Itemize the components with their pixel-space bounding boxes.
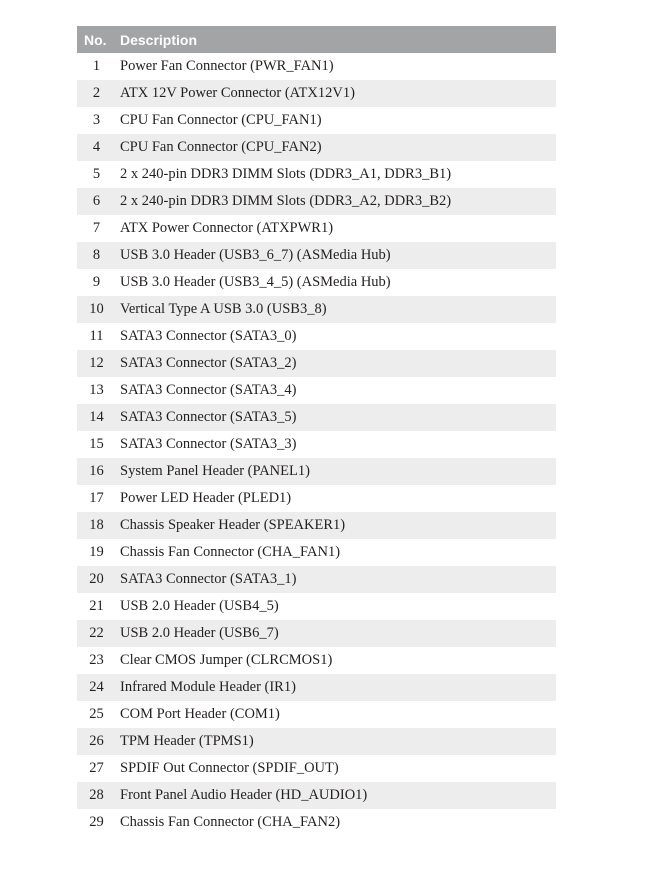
row-number: 16: [89, 463, 104, 479]
row-description: SATA3 Connector (SATA3_1): [120, 571, 297, 587]
table-row: [77, 134, 556, 161]
row-description: SATA3 Connector (SATA3_0): [120, 328, 297, 344]
row-description: USB 2.0 Header (USB4_5): [120, 598, 279, 614]
row-number: 26: [89, 733, 104, 749]
row-number: 28: [89, 787, 104, 803]
table-row: [77, 404, 556, 431]
table-row: [77, 53, 556, 80]
row-number: 22: [89, 625, 104, 641]
row-number: 27: [89, 760, 104, 776]
row-description: SATA3 Connector (SATA3_5): [120, 409, 297, 425]
row-description: System Panel Header (PANEL1): [120, 463, 310, 479]
row-number: 25: [89, 706, 104, 722]
row-number: 6: [92, 193, 101, 209]
row-description: COM Port Header (COM1): [120, 706, 280, 722]
header-no: No.: [84, 31, 107, 48]
row-description: Clear CMOS Jumper (CLRCMOS1): [120, 652, 333, 668]
table-row: [77, 647, 556, 674]
row-number: 9: [92, 274, 101, 290]
row-description: SATA3 Connector (SATA3_3): [120, 436, 297, 452]
table-row: [77, 161, 556, 188]
row-description: SATA3 Connector (SATA3_2): [120, 355, 297, 371]
row-number: 17: [89, 490, 104, 506]
row-number: 1: [92, 58, 101, 74]
row-description: Chassis Fan Connector (CHA_FAN1): [120, 544, 341, 560]
table-body: [77, 53, 556, 836]
table-row: [77, 215, 556, 242]
row-number: 23: [89, 652, 104, 668]
row-number: 14: [89, 409, 104, 425]
row-description: SATA3 Connector (SATA3_4): [120, 382, 297, 398]
row-description: Front Panel Audio Header (HD_AUDIO1): [120, 787, 368, 803]
row-number: 20: [89, 571, 104, 587]
row-number: 18: [89, 517, 104, 533]
table-row: [77, 701, 556, 728]
table-row: [77, 512, 556, 539]
row-description: Power LED Header (PLED1): [120, 490, 292, 506]
row-description: 2 x 240-pin DDR3 DIMM Slots (DDR3_A1, DDR3_B1): [120, 166, 452, 182]
table-row: [77, 809, 556, 836]
row-number: 3: [92, 112, 101, 128]
row-number: 2: [92, 85, 101, 101]
row-description: USB 2.0 Header (USB6_7): [120, 625, 279, 641]
table-row: [77, 755, 556, 782]
table-row: [77, 431, 556, 458]
row-description: Power Fan Connector (PWR_FAN1): [120, 58, 334, 74]
table-row: [77, 458, 556, 485]
table-row: [77, 620, 556, 647]
row-number: 5: [92, 166, 101, 182]
row-description: 2 x 240-pin DDR3 DIMM Slots (DDR3_A2, DDR3_B2): [120, 193, 452, 209]
table-row: [77, 269, 556, 296]
row-number: 10: [89, 301, 104, 317]
row-number: 4: [92, 139, 101, 155]
row-description: CPU Fan Connector (CPU_FAN1): [120, 112, 322, 128]
row-description: ATX Power Connector (ATXPWR1): [120, 220, 334, 236]
row-description: Chassis Speaker Header (SPEAKER1): [120, 517, 346, 533]
row-description: USB 3.0 Header (USB3_6_7) (ASMedia Hub): [120, 247, 391, 263]
table-row: [77, 377, 556, 404]
table-row: [77, 485, 556, 512]
row-description: USB 3.0 Header (USB3_4_5) (ASMedia Hub): [120, 274, 391, 290]
connector-table: [77, 26, 556, 836]
table-row: [77, 674, 556, 701]
table-header: [77, 26, 556, 53]
table-row: [77, 296, 556, 323]
table-row: [77, 80, 556, 107]
row-description: Vertical Type A USB 3.0 (USB3_8): [120, 301, 327, 317]
row-number: 11: [89, 328, 104, 344]
row-number: 21: [89, 598, 104, 614]
table-row: [77, 539, 556, 566]
header-description: Description: [120, 31, 198, 48]
row-description: Infrared Module Header (IR1): [120, 679, 296, 695]
row-number: 19: [89, 544, 104, 560]
row-number: 8: [92, 247, 101, 263]
row-number: 15: [89, 436, 104, 452]
table-row: [77, 728, 556, 755]
row-number: 29: [89, 814, 104, 830]
table-row: [77, 350, 556, 377]
row-number: 7: [92, 220, 101, 236]
table-row: [77, 188, 556, 215]
row-number: 12: [89, 355, 104, 371]
table-row: [77, 593, 556, 620]
row-number: 13: [89, 382, 104, 398]
table-row: [77, 107, 556, 134]
row-description: Chassis Fan Connector (CHA_FAN2): [120, 814, 341, 830]
table-row: [77, 242, 556, 269]
row-description: SPDIF Out Connector (SPDIF_OUT): [120, 760, 339, 776]
table-row: [77, 566, 556, 593]
row-description: CPU Fan Connector (CPU_FAN2): [120, 139, 322, 155]
row-description: ATX 12V Power Connector (ATX12V1): [120, 85, 355, 101]
row-number: 24: [89, 679, 104, 695]
row-description: TPM Header (TPMS1): [120, 733, 254, 749]
table-row: [77, 323, 556, 350]
table-row: [77, 782, 556, 809]
